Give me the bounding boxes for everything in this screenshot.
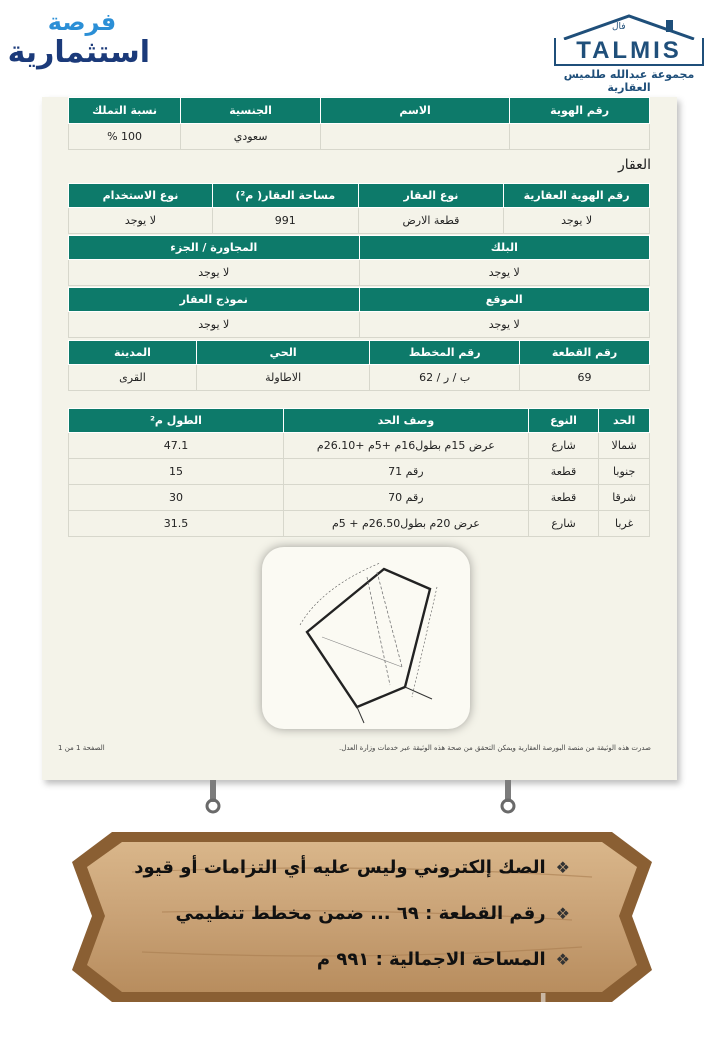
table-row [69, 511, 650, 537]
bound-cell: 47.1 [69, 433, 284, 459]
prop-header-plot: رقم القطعة [520, 341, 650, 365]
owner-cell-share: 100 % [69, 124, 181, 150]
bound-cell: شرقا [599, 485, 650, 511]
list-item [134, 848, 570, 894]
bound-cell: رقم 71 [283, 459, 528, 485]
prop-cell-plot: 69 [520, 365, 650, 391]
property-table-2 [68, 235, 650, 286]
owner-table [68, 97, 650, 150]
prop-header-id: رقم الهوية العقارية [504, 184, 650, 208]
prop-cell-usage: لا يوجد [69, 208, 213, 234]
owner-header-nationality: الجنسية [181, 98, 321, 124]
prop-header-neighbor: المجاورة / الجزء [69, 236, 360, 260]
boundaries-table [68, 408, 650, 537]
diamond-star-icon: ❖ [555, 904, 570, 923]
diamond-star-icon: ❖ [555, 950, 570, 969]
bullet-text: المساحة الاجمالية : ٩٩١ م [316, 949, 546, 970]
hanging-hook-icon [500, 780, 516, 814]
prop-cell-model: لا يوجد [69, 312, 360, 338]
bound-cell: عرض 20م بطول26.50م + 5م [283, 511, 528, 537]
owner-cell-nationality: سعودي [181, 124, 321, 150]
brand-line-1: فرصة [47, 8, 117, 36]
diamond-star-icon: ❖ [555, 858, 570, 877]
bound-header-side: الحد [599, 409, 650, 433]
bound-cell: 15 [69, 459, 284, 485]
prop-cell-block: لا يوجد [359, 260, 649, 286]
bullet-text: رقم القطعة : ٦٩ ... ضمن مخطط تنظيمي [175, 903, 546, 924]
prop-header-type: نوع العقار [358, 184, 504, 208]
prop-header-model: نموذج العقار [69, 288, 360, 312]
bound-cell: 30 [69, 485, 284, 511]
page-number: الصفحة 1 من 1 [58, 744, 105, 752]
footer-note: صدرت هذه الوثيقة من منصة البورصة العقارية ويمكن التحقق من صحة هذه الوثيقة عبر خدمات وزارة العدل. [339, 744, 651, 752]
prop-header-location: الموقع [359, 288, 650, 312]
bound-cell: شارع [528, 511, 598, 537]
list-item [150, 894, 570, 940]
brand-line-2: استثمارية [7, 35, 150, 70]
prop-cell-area: 991 [212, 208, 358, 234]
logo-tag: فال [612, 22, 626, 32]
prop-cell-neighbor: لا يوجد [69, 260, 360, 286]
owner-header-name: الاسم [321, 98, 510, 124]
bound-cell: شارع [528, 433, 598, 459]
talmis-logo [554, 14, 704, 94]
haraj-watermark: حراج [520, 990, 583, 1020]
bound-header-type: النوع [528, 409, 598, 433]
prop-header-city: المدينة [69, 341, 197, 365]
bound-cell: قطعة [528, 485, 598, 511]
hanging-hook-icon [205, 780, 221, 814]
prop-header-usage: نوع الاستخدام [69, 184, 213, 208]
bound-cell: قطعة [528, 459, 598, 485]
brand-title [7, 8, 150, 70]
owner-cell-name [321, 124, 510, 150]
prop-cell-plan: ب / ر / 62 [370, 365, 520, 391]
bound-cell: شمالا [599, 433, 650, 459]
prop-header-district: الحي [196, 341, 369, 365]
bullet-text: الصك إلكتروني وليس عليه أي التزامات أو قيود [134, 857, 546, 878]
prop-cell-type: قطعة الارض [358, 208, 504, 234]
property-table-3 [68, 287, 650, 338]
owner-header-id: رقم الهوية [510, 98, 650, 124]
prop-cell-id: لا يوجد [504, 208, 650, 234]
owner-cell-id [510, 124, 650, 150]
plot-sketch-drawing [262, 547, 470, 729]
bound-header-desc: وصف الحد [283, 409, 528, 433]
property-table-1 [68, 183, 650, 234]
plot-sketch [262, 547, 470, 729]
prop-header-plan: رقم المخطط [370, 341, 520, 365]
deed-document [42, 97, 677, 780]
prop-cell-city: القرى [69, 365, 197, 391]
prop-header-area: مساحة العقار( م²) [212, 184, 358, 208]
table-row [69, 459, 650, 485]
bound-cell: جنوبا [599, 459, 650, 485]
bound-header-length: الطول م² [69, 409, 284, 433]
bound-cell: عرض 15م بطول16م +5م +26.10م [283, 433, 528, 459]
list-item [150, 940, 570, 986]
logo-subtitle: مجموعة عبدالله طلميس العقارية [563, 68, 695, 94]
table-row [69, 433, 650, 459]
bound-cell: رقم 70 [283, 485, 528, 511]
property-table-4 [68, 340, 650, 391]
sign-bullet-list [134, 848, 570, 986]
bound-cell: غربا [599, 511, 650, 537]
prop-header-block: البلك [359, 236, 649, 260]
prop-cell-district: الاطاولة [196, 365, 369, 391]
logo-wordmark: TALMIS [554, 38, 704, 66]
property-section-title: العقار [617, 157, 651, 173]
owner-header-share: نسبة التملك [69, 98, 181, 124]
prop-cell-location: لا يوجد [359, 312, 650, 338]
bound-cell: 31.5 [69, 511, 284, 537]
table-row [69, 485, 650, 511]
